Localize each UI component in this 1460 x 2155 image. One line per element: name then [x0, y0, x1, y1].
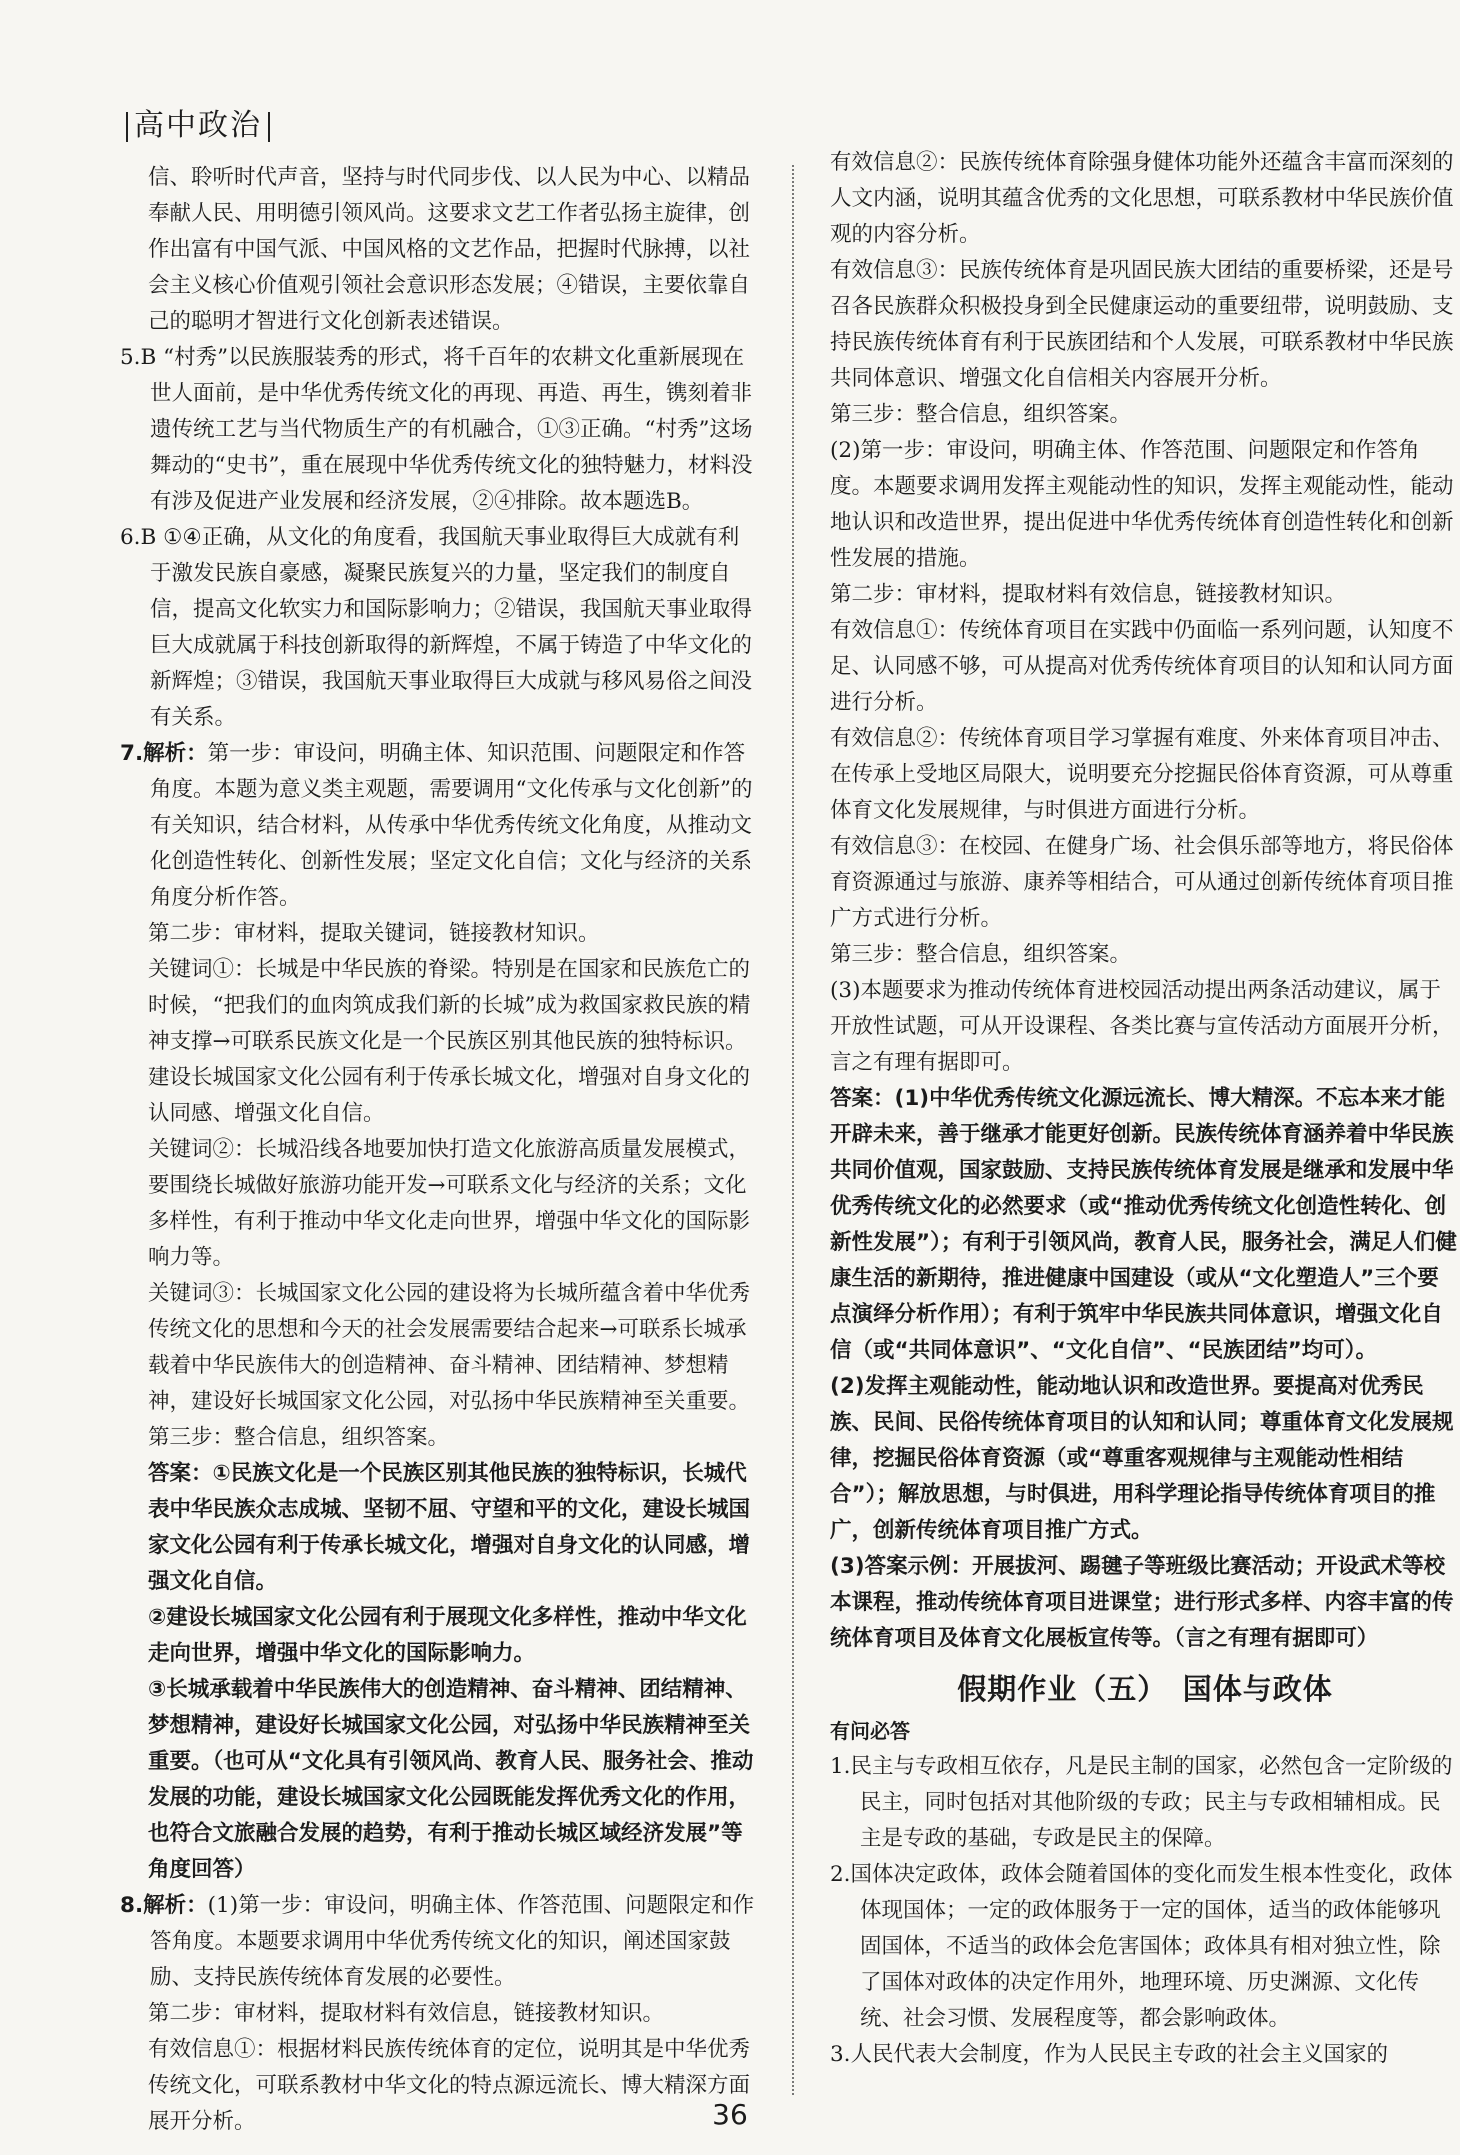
answer-8-point1: (1)中华优秀传统文化源远流长、博大精深。不忘本来才能开辟未来，善于继承才能更好创新。民族传统体育涵养着中华民族共同价值观，国家鼓励、支持民族传统体育发展是继承和发展中华优秀传统文化的必然要求（或“推动优秀传统文化创造性转化、创新性发展”）；有利于引领风尚，教育人民，服务社会，满足人们健康生活的新期待，推进健康中国建设（或从“文化塑造人”三个要点演绎分析作用）；有利于筑牢中华民族共同体意识，增强文化自信（或“共同体意识”、“文化自信”、“民族团结”均可）。 — [830, 1086, 1457, 1363]
column-divider — [792, 165, 794, 2095]
answer-8-step1: (1)第一步：审设问，明确主体、作答范围、问题限定和作答角度。本题要求调用中华优秀传统文化的知识，阐述国家鼓励、支持民族传统体育发展的必要性。 — [150, 1893, 755, 1990]
answer-continuation: 信、聆听时代声音，坚持与时代同步伐、以人民为中心、以精品奉献人民、用明德引领风尚。这要求文艺工作者弘扬主旋律，创作出富有中国气派、中国风格的文艺作品，把握时代脉搏，以社会主义核心价值观引领社会意识形态发展；④错误，主要依靠自己的聪明才智进行文化创新表述错误。 — [148, 165, 751, 334]
answer-8-part3: (3)本题要求为推动传统体育进校园活动提出两条活动建议，属于开放性试题，可从开设课程、各类比赛与宣传活动方面展开分析，言之有理有据即可。 — [830, 978, 1454, 1075]
answer-8 — [120, 1888, 760, 1996]
answer-8-step3: 第三步：整合信息，组织答案。 — [830, 402, 1132, 427]
answer-8-part2-step3: 第三步：整合信息，组织答案。 — [830, 942, 1132, 967]
answer-8-answer — [830, 1081, 1460, 1369]
answer-8-part2-info1: 有效信息①：传统体育项目在实践中仍面临一系列问题，认知度不足、认同感不够，可从提高对优秀传统体育项目的认知和认同方面进行分析。 — [830, 618, 1454, 715]
item-3: 3.人民代表大会制度，作为人民民主专政的社会主义国家的 — [830, 2042, 1389, 2067]
answer-8-step2: 第二步：审材料，提取材料有效信息，链接教材知识。 — [148, 2001, 665, 2026]
item-2: 2.国体决定政体，政体会随着国体的变化而发生根本性变化，政体体现国体；一定的政体服务于一定的国体，适当的政体能够巩固国体，不适当的政体会危害国体；政体具有相对独立性，除了国体对政体的决定作用外，地理环境、历史渊源、文化传统、社会习惯、发展程度等，都会影响政体。 — [830, 1862, 1453, 2031]
left-column — [120, 160, 760, 2140]
section-title: 假期作业（五） 国体与政体 — [957, 1672, 1333, 1706]
section-subtitle: 有问必答 — [830, 1719, 910, 1743]
answer-7-head: 7.解析： — [120, 741, 208, 766]
answer-7-keyword3: 关键词③：长城国家文化公园的建设将为长城所蕴含着中华优秀传统文化的思想和今天的社会发展需要结合起来→可联系长城承载着中华民族伟大的创造精神、奋斗精神、团结精神、梦想精神，建设好长城国家文化公园，对弘扬中华民族精神至关重要。 — [148, 1281, 751, 1414]
answer-8-head: 8.解析： — [120, 1893, 208, 1918]
subject-label: 高中政治 — [134, 108, 262, 143]
answer-8-info2: 有效信息②：民族传统体育除强身健体功能外还蕴含丰富而深刻的人文内涵，说明其蕴含优秀的文化思想，可联系教材中华民族价值观的内容分析。 — [830, 150, 1454, 247]
answer-label: 答案： — [148, 1461, 213, 1486]
answer-8-part2-info2: 有效信息②：传统体育项目学习掌握有难度、外来体育项目冲击、在传承上受地区局限大，说明要充分挖掘民俗体育资源，可从尊重体育文化发展规律，与时俱进方面进行分析。 — [830, 726, 1454, 823]
answer-5: 5.B “村秀”以民族服装秀的形式，将千百年的农耕文化重新展现在世人面前，是中华优秀传统文化的再现、再造、再生，镌刻着非遗传统工艺与当代物质生产的有机融合，①③正确。“村秀”这场舞动的“史书”，重在展现中华优秀传统文化的独特魅力，材料没有涉及促进产业发展和经济发展，②④排除。故本题选B。 — [120, 345, 753, 514]
answer-8-point3: (3)答案示例：开展拔河、踢毽子等班级比赛活动；开设武术等校本课程，推动传统体育项目进课堂；进行形式多样、内容丰富的传统体育项目及体育文化展板宣传等。（言之有理有据即可） — [830, 1554, 1454, 1651]
item-1: 1.民主与专政相互依存，凡是民主制的国家，必然包含一定阶级的民主，同时包括对其他阶级的专政；民主与专政相辅相成。民主是专政的基础，专政是民主的保障。 — [830, 1754, 1453, 1851]
right-column — [830, 145, 1460, 2073]
answer-8-info1: 有效信息①：根据材料民族传统体育的定位，说明其是中华优秀传统文化，可联系教材中华文化的特点源远流长、博大精深方面展开分析。 — [148, 2037, 751, 2134]
answer-7-step2: 第二步：审材料，提取关键词，链接教材知识。 — [148, 921, 600, 946]
answer-7-point1: ①民族文化是一个民族区别其他民族的独特标识，长城代表中华民族众志成城、坚韧不屈、守望和平的文化，建设长城国家文化公园有利于传承长城文化，增强对自身文化的认同感，增强文化自信。 — [148, 1461, 751, 1594]
answer-7-point2: ②建设长城国家文化公园有利于展现文化多样性，推动中华文化走向世界，增强中华文化的国际影响力。 — [148, 1605, 747, 1666]
header-bar-right — [268, 112, 270, 142]
answer-7 — [120, 736, 760, 916]
answer-label: 答案： — [830, 1086, 895, 1111]
answer-7-answer — [120, 1456, 760, 1600]
answer-7-keyword2: 关键词②：长城沿线各地要加快打造文化旅游高质量发展模式，要围绕长城做好旅游功能开发→可联系文化与经济的关系；文化多样性，有利于推动中华文化走向世界，增强中华文化的国际影响力等。 — [148, 1137, 751, 1270]
answer-8-info3: 有效信息③：民族传统体育是巩固民族大团结的重要桥梁，还是号召各民族群众积极投身到全民健康运动的重要纽带，说明鼓励、支持民族传统体育有利于民族团结和个人发展，可联系教材中华民族共同体意识、增强文化自信相关内容展开分析。 — [830, 258, 1454, 391]
answer-7-step1: 第一步：审设问，明确主体、知识范围、问题限定和作答角度。本题为意义类主观题，需要调用“文化传承与文化创新”的有关知识，结合材料，从传承中华优秀传统文化角度，从推动文化创造性转化、创新性发展；坚定文化自信；文化与经济的关系角度分析作答。 — [150, 741, 753, 910]
answer-8-part2-step2: 第二步：审材料，提取材料有效信息，链接教材知识。 — [830, 582, 1347, 607]
answer-8-point2: (2)发挥主观能动性，能动地认识和改造世界。要提高对优秀民族、民间、民俗传统体育项目的认知和认同；尊重体育文化发展规律，挖掘民俗体育资源（或“尊重客观规律与主观能动性相结合”）；解放思想，与时俱进，用科学理论指导传统体育项目的推广，创新传统体育项目推广方式。 — [830, 1374, 1454, 1543]
answer-8-part2-step1: (2)第一步：审设问，明确主体、作答范围、问题限定和作答角度。本题要求调用发挥主观能动性的知识，发挥主观能动性，能动地认识和改造世界，提出促进中华优秀传统体育创造性转化和创新性发展的措施。 — [830, 438, 1454, 571]
answer-8-part2-info3: 有效信息③：在校园、在健身广场、社会俱乐部等地方，将民俗体育资源通过与旅游、康养等相结合，可从通过创新传统体育项目推广方式进行分析。 — [830, 834, 1454, 931]
answer-6: 6.B ①④正确，从文化的角度看，我国航天事业取得巨大成就有利于激发民族自豪感，凝聚民族复兴的力量，坚定我们的制度自信，提高文化软实力和国际影响力；②错误，我国航天事业取得巨大成就属于科技创新取得的新辉煌，不属于铸造了中华文化的新辉煌；③错误，我国航天事业取得巨大成就与移风易俗之间没有关系。 — [120, 525, 753, 730]
answer-7-step3: 第三步：整合信息，组织答案。 — [148, 1425, 450, 1450]
header-bar-left — [126, 112, 128, 142]
page-number: 36 — [712, 2098, 748, 2131]
running-header — [120, 100, 276, 144]
answer-7-keyword1: 关键词①：长城是中华民族的脊梁。特别是在国家和民族危亡的时候，“把我们的血肉筑成我们新的长城”成为救国家救民族的精神支撑→可联系民族文化是一个民族区别其他民族的独特标识。建设长城国家文化公园有利于传承长城文化，增强对自身文化的认同感、增强文化自信。 — [148, 957, 751, 1126]
answer-7-point3: ③长城承载着中华民族伟大的创造精神、奋斗精神、团结精神、梦想精神，建设好长城国家文化公园，对弘扬中华民族精神至关重要。（也可从“文化具有引领风尚、教育人民、服务社会、推动发展的功能，建设长城国家文化公园既能发挥优秀文化的作用，也符合文旅融合发展的趋势，有利于推动长城区域经济发展”等角度回答） — [148, 1677, 754, 1882]
